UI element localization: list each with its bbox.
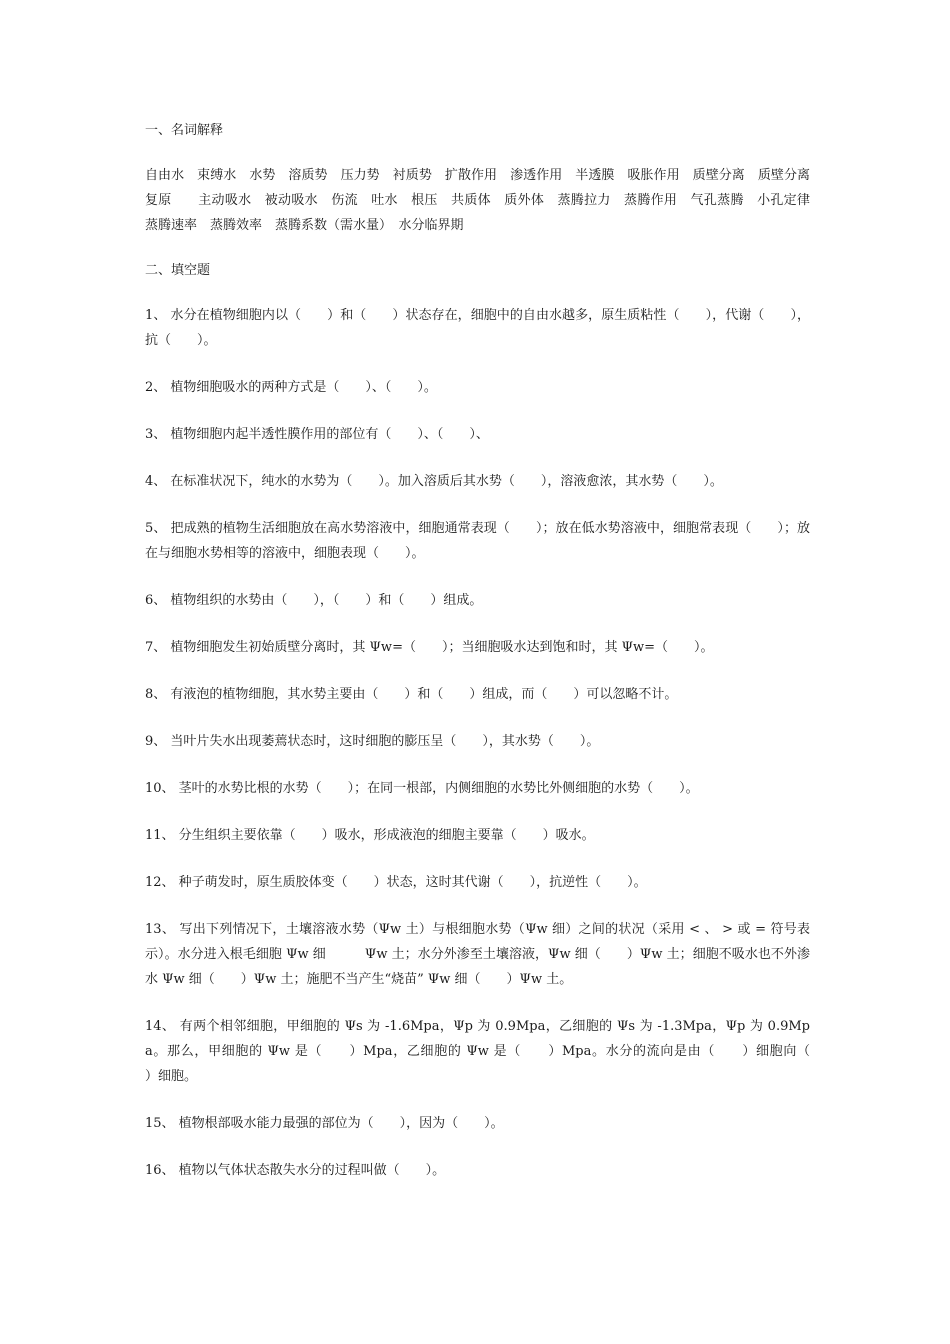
question-13: 13、 写出下列情况下，土壤溶液水势（Ψw 土）与根细胞水势（Ψw 细）之间的状况（采用 < 、 > 或 = 符号表示）。水分进入根毛细胞 Ψw 细 Ψw 土；水分外渗至土壤溶液，Ψw 细（ ）Ψw 土；细胞不吸水也不外渗水 Ψw 细（ ）Ψw 土；施肥不当产生“烧苗” Ψw 细（ ）Ψw 土。 [145,922,810,987]
question-6: 6、 植物组织的水势由（ ），（ ）和（ ）组成。 [145,593,483,608]
question-1: 1、 水分在植物细胞内以（ ）和（ ）状态存在，细胞中的自由水越多，原生质粘性（ ），代谢（ ），抗（ ）。 [145,308,810,348]
question-3: 3、 植物细胞内起半透性膜作用的部位有（ ）、（ ）、 [145,427,489,442]
question-16: 16、 植物以气体状态散失水分的过程叫做（ ）。 [145,1163,446,1178]
question-9: 9、 当叶片失水出现萎蔫状态时，这时细胞的膨压呈（ ），其水势（ ）。 [145,734,600,749]
document-content [145,118,837,1205]
question-11: 11、 分生组织主要依靠（ ）吸水，形成液泡的细胞主要靠（ ）吸水。 [145,828,595,843]
question-7: 7、 植物细胞发生初始质壁分离时，其 Ψw=（ ）；当细胞吸水达到饱和时，其 Ψw=（ ）。 [145,640,714,655]
section-heading-terms: 一、名词解释 [145,123,224,138]
question-10: 10、 茎叶的水势比根的水势（ ）；在同一根部，内侧细胞的水势比外侧细胞的水势（ ）。 [145,781,699,796]
term-list: 自由水 束缚水 水势 溶质势 压力势 衬质势 扩散作用 渗透作用 半透膜 吸胀作用 质壁分离 质壁分离复原 主动吸水 被动吸水 伤流 吐水 根压 共质体 质外体 蒸腾拉力 蒸腾作用 气孔蒸腾 小孔定律 蒸腾速率 蒸腾效率 蒸腾系数（需水量） 水分临界期 [145,168,824,233]
question-8: 8、 有液泡的植物细胞，其水势主要由（ ）和（ ）组成，而（ ）可以忽略不计。 [145,687,678,702]
question-15: 15、 植物根部吸水能力最强的部位为（ ），因为（ ）。 [145,1116,504,1131]
question-2: 2、 植物细胞吸水的两种方式是（ ）、（ ）。 [145,380,437,395]
section-heading-fill-in: 二、填空题 [145,263,211,278]
question-5: 5、 把成熟的植物生活细胞放在高水势溶液中，细胞通常表现（ ）；放在低水势溶液中，细胞常表现（ ）；放在与细胞水势相等的溶液中，细胞表现（ ）。 [145,521,810,561]
question-14: 14、 有两个相邻细胞，甲细胞的 Ψs 为 -1.6Mpa，Ψp 为 0.9Mpa，乙细胞的 Ψs 为 -1.3Mpa，Ψp 为 0.9Mpa。那么，甲细胞的 Ψw 是（ ）Mpa，乙细胞的 Ψw 是（ ）Mpa。水分的流向是由（ ）细胞向（ ）细胞。 [145,1019,837,1084]
question-12: 12、 种子萌发时，原生质胶体变（ ）状态，这时其代谢（ ），抗逆性（ ）。 [145,875,647,890]
question-4: 4、 在标准状况下，纯水的水势为（ ）。加入溶质后其水势（ ），溶液愈浓，其水势（ ）。 [145,474,723,489]
